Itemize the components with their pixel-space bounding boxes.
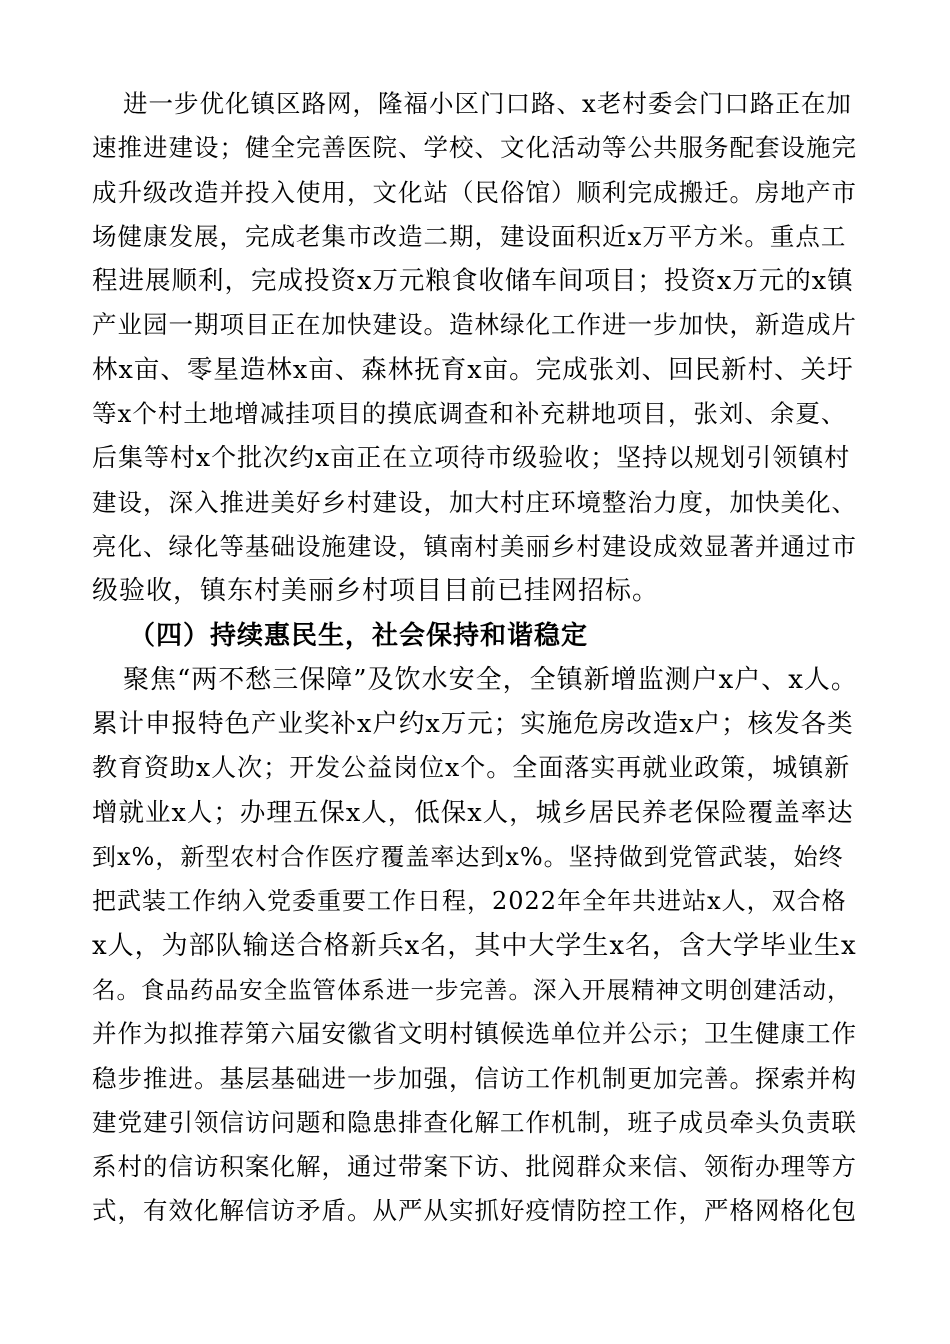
paragraph-livelihood	[92, 658, 858, 1234]
text-line: 速推进建设；健全完善医院、学校、文化活动等公共服务配套设施完	[92, 133, 857, 163]
text-line: 产业园一期项目正在加快建设。造林绿化工作进一步加快，新造成片	[92, 310, 857, 340]
text-line: 式，有效化解信访矛盾。从严从实抓好疫情防控工作，严格网格化包	[92, 1196, 857, 1226]
text-line: 教育资助x人次；开发公益岗位x个。全面落实再就业政策，城镇新	[92, 753, 851, 783]
text-line: 到x%，新型农村合作医疗覆盖率达到x%。坚持做到党管武装，始终	[92, 843, 844, 872]
text-line: 聚焦“两不愁三保障”及饮水安全，全镇新增监测户x户、x人。	[123, 664, 858, 695]
text-line: 建党建引领信访问题和隐患排查化解工作机制，班子成员牵头负责联	[92, 1107, 857, 1137]
text-line: 后集等村x个批次约x亩正在立项待市级验收；坚持以规划引领镇村	[92, 443, 851, 473]
text-line: 程进展顺利，完成投资x万元粮食收储车间项目；投资x万元的x镇	[92, 266, 854, 297]
text-line: 场健康发展，完成老集市改造二期，建设面积近x万平方米。重点工	[92, 221, 847, 251]
text-line: 成升级改造并投入使用，文化站（民俗馆）顺利完成搬迁。房地产市	[92, 177, 857, 207]
section-heading: （四）持续惠民生，社会保持和谐稳定	[129, 620, 589, 651]
text-line: 亮化、绿化等基础设施建设，镇南村美丽乡村建设成效显著并通过市	[92, 531, 857, 561]
text-line: 级验收，镇东村美丽乡村项目目前已挂网招标。	[92, 576, 660, 607]
text-line: 林x亩、零星造林x亩、森林抚育x亩。完成张刘、回民新村、关圩	[92, 354, 854, 385]
text-line: 稳步推进。基层基础进一步加强，信访工作机制更加完善。探索并构	[92, 1063, 857, 1093]
text-line: 系村的信访积案化解，通过带案下访、批阅群众来信、领衔办理等方	[92, 1152, 857, 1182]
document-body	[92, 82, 858, 1234]
paragraph-infrastructure	[92, 82, 858, 614]
text-line: 增就业x人；办理五保x人，低保x人，城乡居民养老保险覆盖率达	[92, 797, 854, 828]
text-line: 进一步优化镇区路网，隆福小区门口路、x老村委会门口路正在加	[123, 89, 852, 118]
text-line: 累计申报特色产业奖补x户约x万元；实施危房改造x户；核发各类	[92, 709, 854, 740]
text-line: 建设，深入推进美好乡村建设，加大村庄环境整治力度，加快美化、	[92, 487, 857, 517]
text-line: 把武装工作纳入党委重要工作日程，2022年全年共进站x人，双合格	[92, 887, 847, 916]
text-line: 名。食品药品安全监管体系进一步完善。深入开展精神文明创建活动，	[92, 975, 852, 1004]
text-line: 等x个村土地增减挂项目的摸底调查和补充耕地项目，张刘、余夏、	[92, 399, 847, 429]
text-line: x人，为部队输送合格新兵x名，其中大学生x名，含大学毕业生x	[92, 930, 857, 961]
text-line: 并作为拟推荐第六届安徽省文明村镇候选单位并公示；卫生健康工作	[92, 1019, 857, 1049]
